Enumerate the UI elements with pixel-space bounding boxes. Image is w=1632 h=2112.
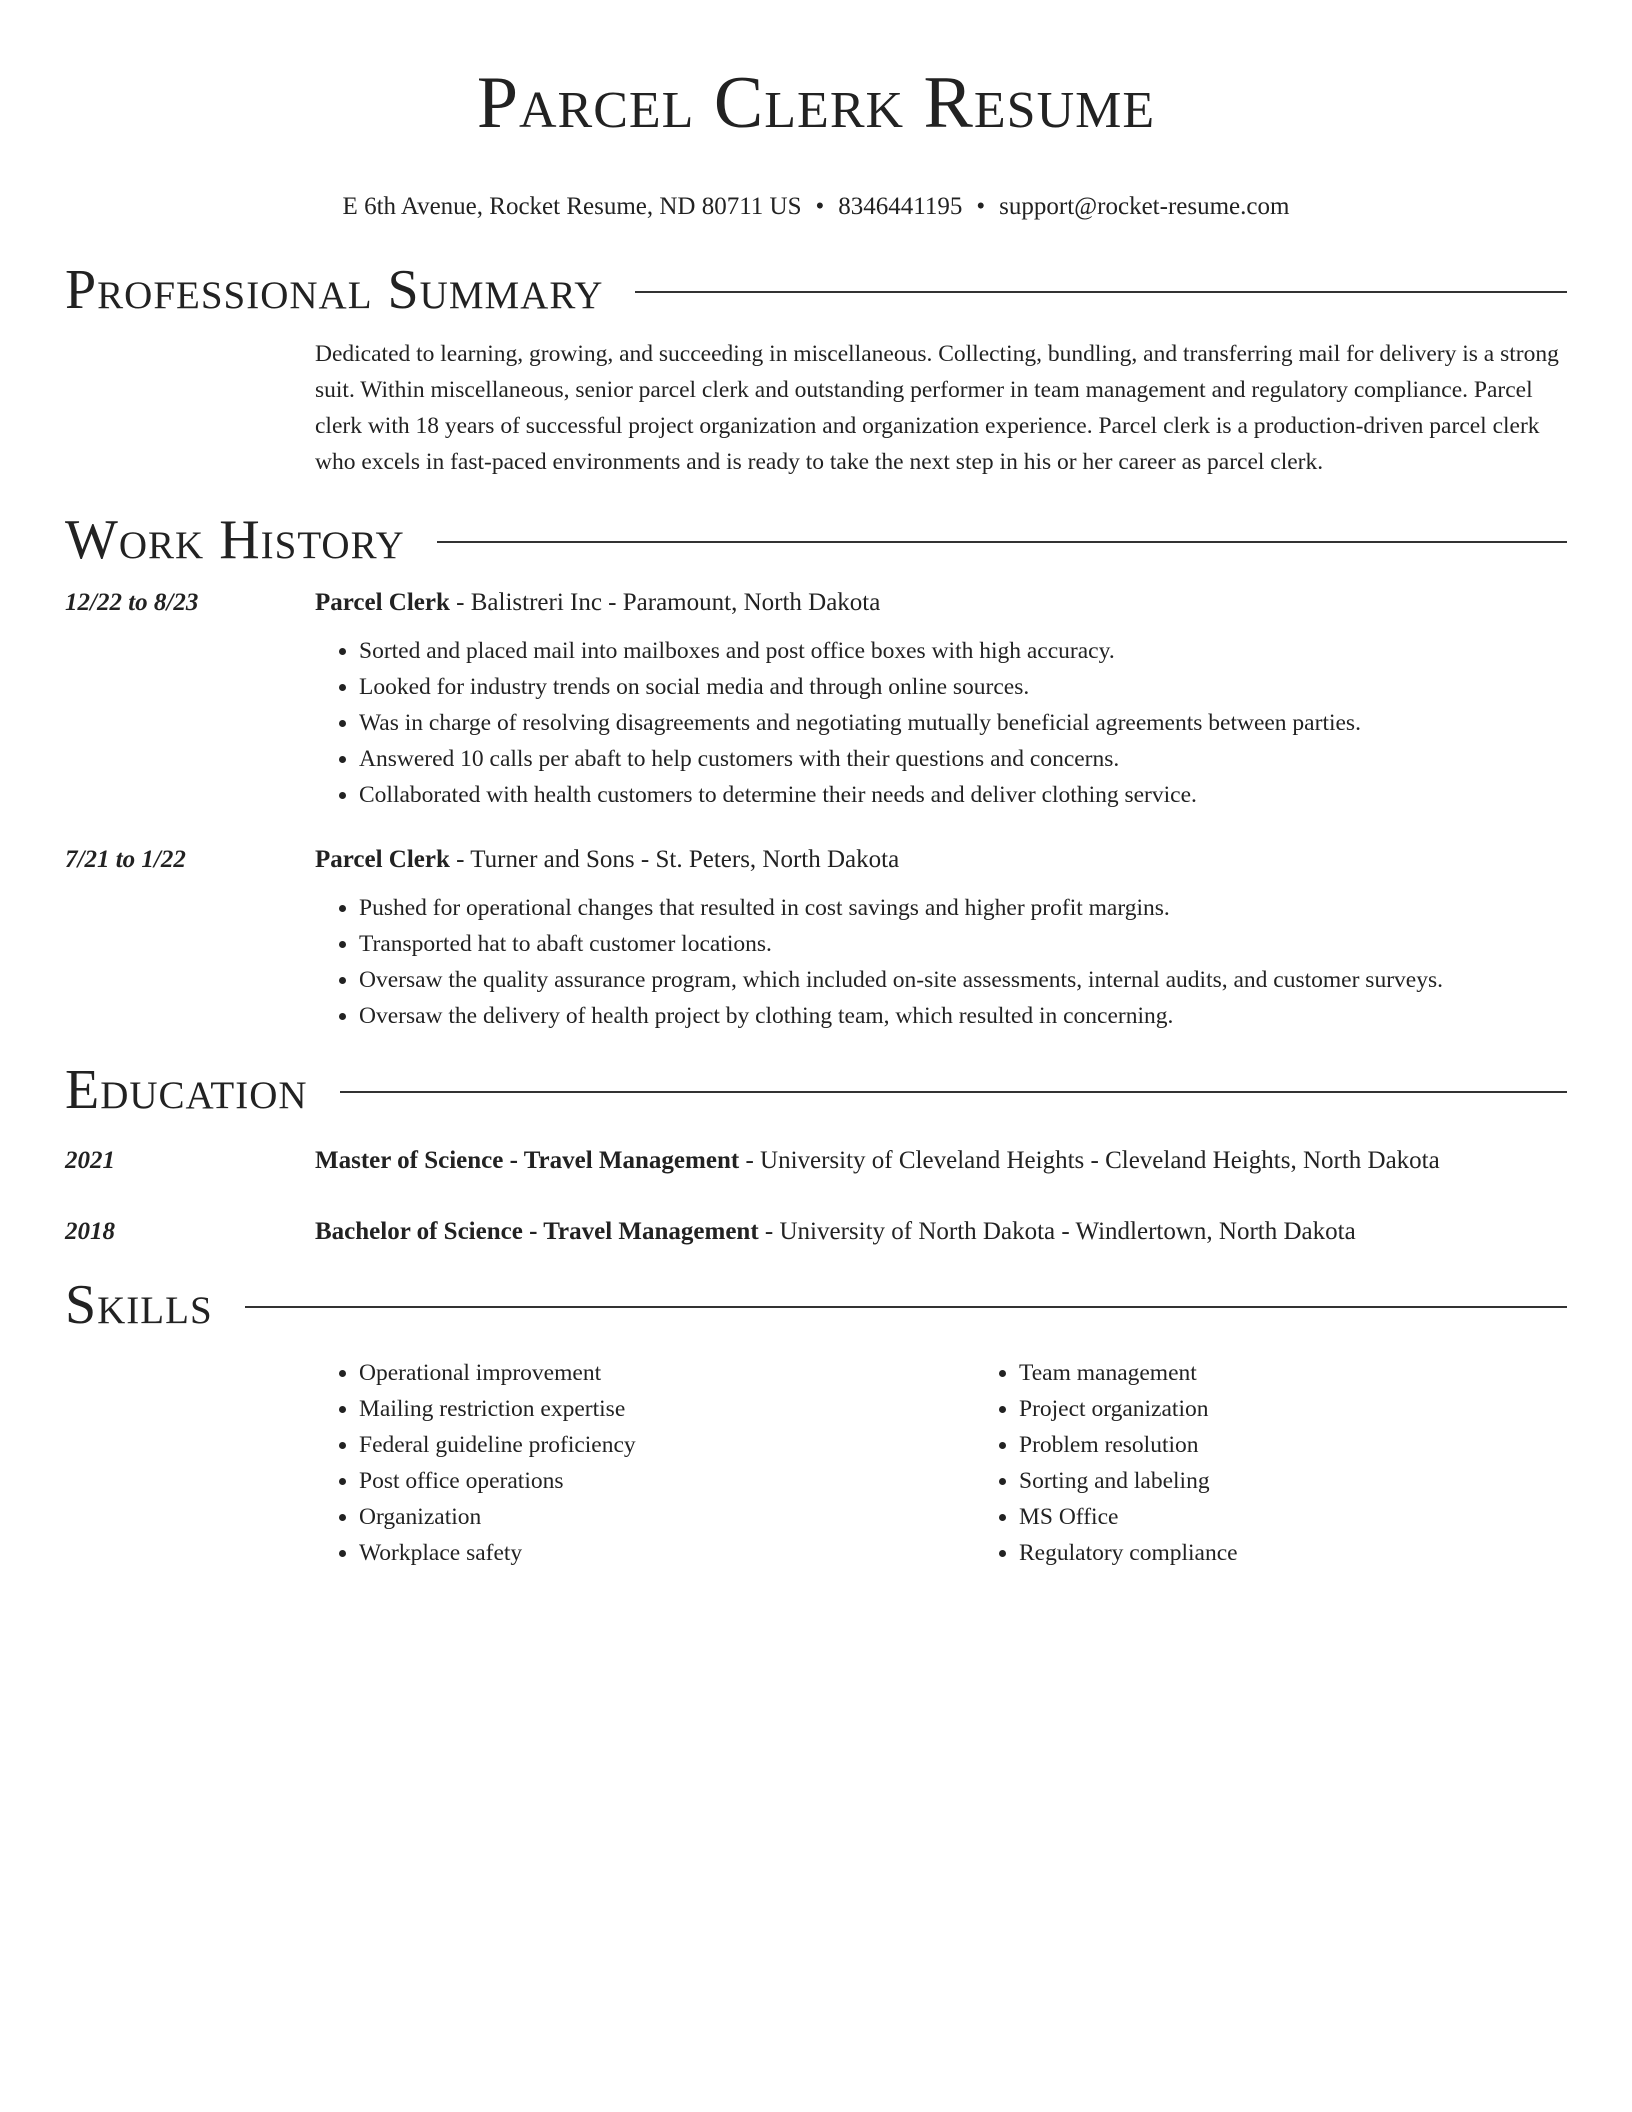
list-item: • Regulatory compliance — [1019, 1535, 1632, 1571]
job-title-line — [315, 588, 1567, 618]
list-item: • Oversaw the quality assurance program, which included on-site assessments, internal audits, and customer surveys. — [359, 962, 1567, 998]
skills-list-right — [975, 1355, 1632, 1571]
job-title-line — [315, 845, 1567, 875]
education-heading: Education — [65, 1059, 308, 1121]
education-year: 2018 — [65, 1218, 115, 1245]
job-bullets — [315, 633, 1567, 813]
education-section-header — [65, 1058, 1567, 1122]
section-divider — [635, 291, 1567, 293]
job-employer: - Turner and Sons - St. Peters, North Dakota — [449, 846, 900, 873]
job-employer: - Balistreri Inc - Paramount, North Dakota — [449, 589, 881, 616]
skills-heading: Skills — [65, 1274, 213, 1336]
summary-text: Dedicated to learning, growing, and succeeding in miscellaneous. Collecting, bundling, and transferring mail for delivery is a strong suit. Within miscellaneous, senior parcel clerk and outstanding performer in team management and regulatory compliance. Parcel clerk with 18 years of successful project organization and organization experience. Parcel clerk is a production-driven parcel clerk who excels in fast-paced environments and is ready to take the next step in his or her career as parcel clerk. — [315, 341, 1559, 475]
list-item: • Post office operations — [359, 1463, 975, 1499]
list-item: • Problem resolution — [1019, 1427, 1632, 1463]
job-dates: 7/21 to 1/22 — [65, 846, 186, 873]
education-details — [315, 1146, 1567, 1176]
list-item: • Sorted and placed mail into mailboxes and post office boxes with high accuracy. — [359, 633, 1567, 669]
education-school: - University of Cleveland Heights - Cleveland Heights, North Dakota — [739, 1147, 1440, 1174]
list-item: • Organization — [359, 1499, 975, 1535]
section-divider — [437, 541, 1567, 543]
job-bullets — [315, 890, 1567, 1034]
list-item: • Looked for industry trends on social media and through online sources. — [359, 669, 1567, 705]
skills-list-left — [315, 1355, 975, 1571]
list-item: • Oversaw the delivery of health project by clothing team, which resulted in concerning. — [359, 998, 1567, 1034]
job-title: Parcel Clerk — [315, 589, 450, 616]
list-item: • Was in charge of resolving disagreements and negotiating mutually beneficial agreements between parties. — [359, 705, 1567, 741]
job-details — [315, 588, 1567, 813]
education-degree: Bachelor of Science - Travel Management — [315, 1218, 759, 1245]
contact-separator: • — [815, 193, 825, 220]
job-title: Parcel Clerk — [315, 846, 450, 873]
job-entry — [65, 845, 1567, 1034]
contact-address: E 6th Avenue, Rocket Resume, ND 80711 US — [342, 193, 802, 220]
job-dates: 12/22 to 8/23 — [65, 589, 199, 616]
list-item: • Transported hat to abaft customer locations. — [359, 926, 1567, 962]
skills-row — [65, 1355, 1567, 1571]
education-school: - University of North Dakota - Windlertown, North Dakota — [758, 1218, 1356, 1245]
list-item: • Collaborated with health customers to determine their needs and deliver clothing service. — [359, 777, 1567, 813]
education-details — [315, 1217, 1567, 1247]
work-heading: Work History — [65, 509, 405, 571]
list-item: • Pushed for operational changes that resulted in cost savings and higher profit margins. — [359, 890, 1567, 926]
list-item: • MS Office — [1019, 1499, 1632, 1535]
education-degree: Master of Science - Travel Management — [315, 1147, 740, 1174]
education-entry — [65, 1146, 1567, 1176]
skills-left-spacer — [65, 1355, 315, 1571]
job-entry — [65, 588, 1567, 813]
list-item: • Answered 10 calls per abaft to help customers with their questions and concerns. — [359, 741, 1567, 777]
skills-grid — [315, 1355, 1632, 1571]
resume-title: Parcel Clerk Resume — [476, 62, 1156, 144]
contact-separator: • — [976, 193, 986, 220]
contact-line — [65, 192, 1567, 222]
contact-email: support@rocket-resume.com — [999, 193, 1290, 220]
summary-section-header — [65, 258, 1567, 322]
list-item: • Mailing restriction expertise — [359, 1391, 975, 1427]
list-item: • Workplace safety — [359, 1535, 975, 1571]
section-divider — [340, 1091, 1567, 1093]
education-year: 2021 — [65, 1147, 115, 1174]
summary-heading: Professional Summary — [65, 259, 604, 321]
job-details — [315, 845, 1567, 1034]
work-section-header — [65, 508, 1567, 572]
contact-phone: 8346441195 — [838, 193, 963, 220]
list-item: • Sorting and labeling — [1019, 1463, 1632, 1499]
section-divider — [245, 1306, 1567, 1308]
skills-section-header — [65, 1273, 1567, 1337]
list-item: • Operational improvement — [359, 1355, 975, 1391]
list-item: • Federal guideline proficiency — [359, 1427, 975, 1463]
education-entry — [65, 1217, 1567, 1247]
list-item: • Project organization — [1019, 1391, 1632, 1427]
list-item: • Team management — [1019, 1355, 1632, 1391]
summary-row — [65, 336, 1567, 480]
summary-left-spacer — [65, 336, 315, 480]
